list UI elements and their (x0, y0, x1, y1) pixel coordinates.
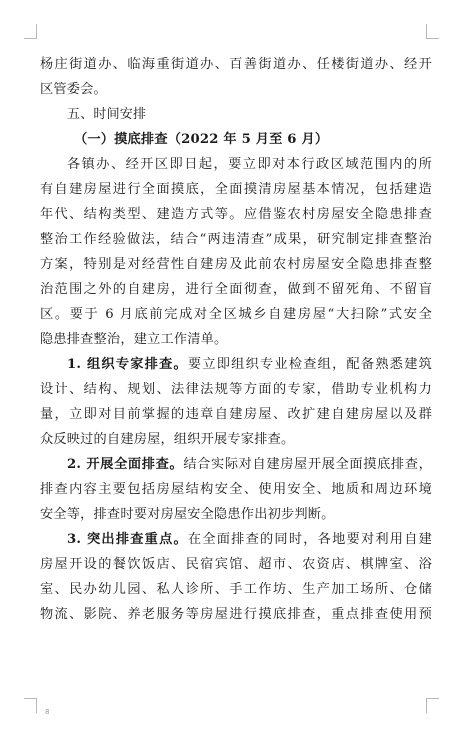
item-title: 1. 组织专家排查。 (67, 357, 188, 372)
crop-mark-top-right (426, 24, 439, 39)
item-text: 要立即组织专业检查组，配备熟悉建筑 (187, 357, 432, 372)
body-line: 区。要于 6 月底前完成对全区城乡自建房屋“大扫除”式安全 (40, 307, 432, 322)
item-title: 3. 突出排查重点。 (67, 532, 188, 547)
body-line: 各镇办、经开区即日起，要立即对本行政区域范围内的所 (67, 157, 432, 172)
body-line: 房屋开设的餐饮饭店、民宿宾馆、超市、农资店、棋牌室、浴 (40, 557, 432, 572)
numbered-item-line (40, 352, 432, 377)
crop-mark-bottom-left (24, 698, 37, 713)
item-text: 结合实际对自建房屋开展全面摸底排查， (183, 457, 432, 472)
body-line: 年代、结构类型、建造方式等。应借鉴农村房屋安全隐患排查 (40, 207, 432, 222)
subsection-heading: （一）摸底排查（2022 年 5 月至 6 月） (74, 132, 329, 147)
item-text: 在全面排查的同时，各地要对利用自建 (187, 532, 432, 547)
body-line: 整治工作经验做法，结合“两违清查”成果，研究制定排查整治 (40, 232, 432, 247)
body-line: 杨庄街道办、临海重街道办、百善街道办、任楼街道办、经开 (40, 57, 432, 72)
crop-mark-top-left (24, 24, 37, 39)
body-line: 排查内容主要包括房屋结构安全、使用安全、地质和周边环境 (40, 482, 432, 497)
item-title: 2. 开展全面排查。 (67, 457, 184, 472)
body-line: 室、民办幼儿园、私人诊所、手工作坊、生产加工场所、仓储 (40, 582, 432, 597)
numbered-item-line (40, 527, 432, 552)
body-line: 安全等，排查时要对房屋安全隐患作出初步判断。 (40, 507, 335, 522)
body-line: 隐患排查整治，建立工作清单。 (40, 332, 228, 347)
body-line: 治范围之外的自建房，进行全面彻查，做到不留死角、不留盲 (40, 282, 432, 297)
document-body (40, 52, 432, 627)
body-line: 众反映过的自建房屋，组织开展专家排查。 (40, 432, 295, 447)
page-number: 8 (45, 708, 50, 716)
body-line: 区管委会。 (40, 82, 107, 97)
body-line: 设计、结构、规划、法律法规等方面的专家，借助专业机构力 (40, 382, 432, 397)
body-line: 物流、影院、养老服务等房屋进行摸底排查，重点排查使用预 (40, 607, 432, 622)
body-line: 方案，特别是对经营性自建房及此前农村房屋安全隐患排查整 (40, 257, 432, 272)
crop-mark-bottom-right (426, 698, 439, 713)
numbered-item-line (40, 452, 432, 477)
body-line: 量，立即对目前掌握的违章自建房屋、改扩建自建房屋以及群 (40, 407, 432, 422)
body-line: 有自建房屋进行全面摸底，全面摸清房屋基本情况，包括建造 (40, 182, 432, 197)
section-heading: 五、时间安排 (67, 107, 147, 122)
